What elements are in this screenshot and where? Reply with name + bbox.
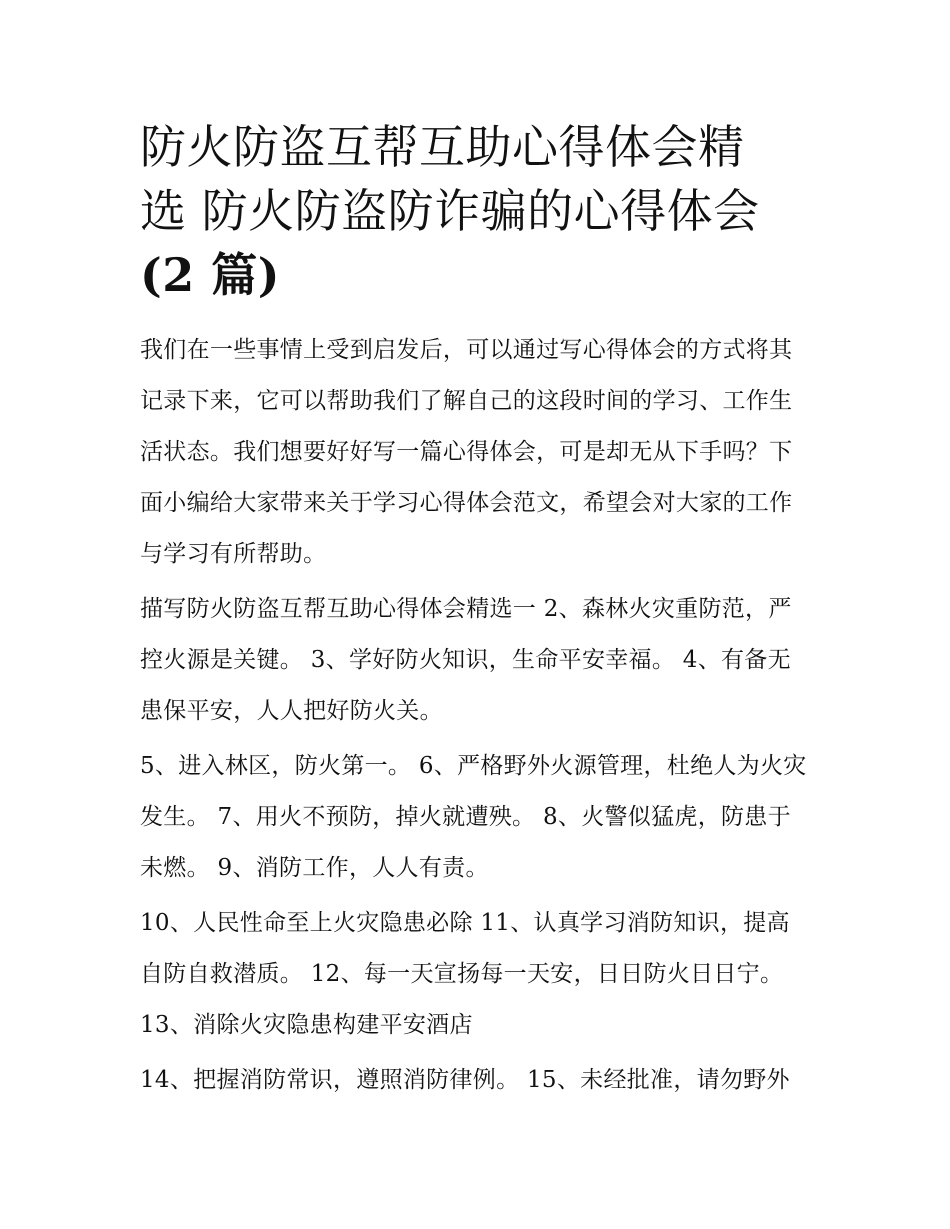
body-paragraph-4: 14、把握消防常识，遵照消防律例。 15、未经批准，请勿野外 bbox=[140, 1067, 790, 1093]
body-paragraph-3: 10、人民性命至上火灾隐患必除 11、认真学习消防知识，提高自防自救潜质。 12、每一天宣扬每一天安，日日防火日日宁。 13、消除火灾隐患构建平安酒店 bbox=[140, 910, 790, 1038]
body-paragraph-1: 描写防火防盗互帮互助心得体会精选一 2、森林火灾重防范，严控火源是关键。 3、学好防火知识，生命平安幸福。 4、有备无患保平安，人人把好防火关。 bbox=[140, 596, 792, 724]
intro-paragraph: 我们在一些事情上受到启发后，可以通过写心得体会的方式将其记录下来，它可以帮助我们了解自己的这段时间的学习、工作生活状态。我们想要好好写一篇心得体会，可是却无从下手吗？下面小编给大家带来关于学习心得体会范文，希望会对大家的工作与学习有所帮助。 bbox=[140, 337, 793, 567]
title-line-3: (2 篇) bbox=[140, 248, 281, 302]
title-line-1: 防火防盗互帮互助心得体会精 bbox=[140, 120, 745, 174]
title-line-2: 选 防火防盗防诈骗的心得体会 bbox=[140, 184, 760, 238]
document-page bbox=[140, 115, 812, 1110]
document-title bbox=[140, 115, 812, 307]
body-paragraph-2: 5、进入林区，防火第一。 6、严格野外火源管理，杜绝人为火灾发生。 7、用火不预防，掉火就遭殃。 8、火警似猛虎，防患于未燃。 9、消防工作，人人有责。 bbox=[140, 753, 807, 881]
